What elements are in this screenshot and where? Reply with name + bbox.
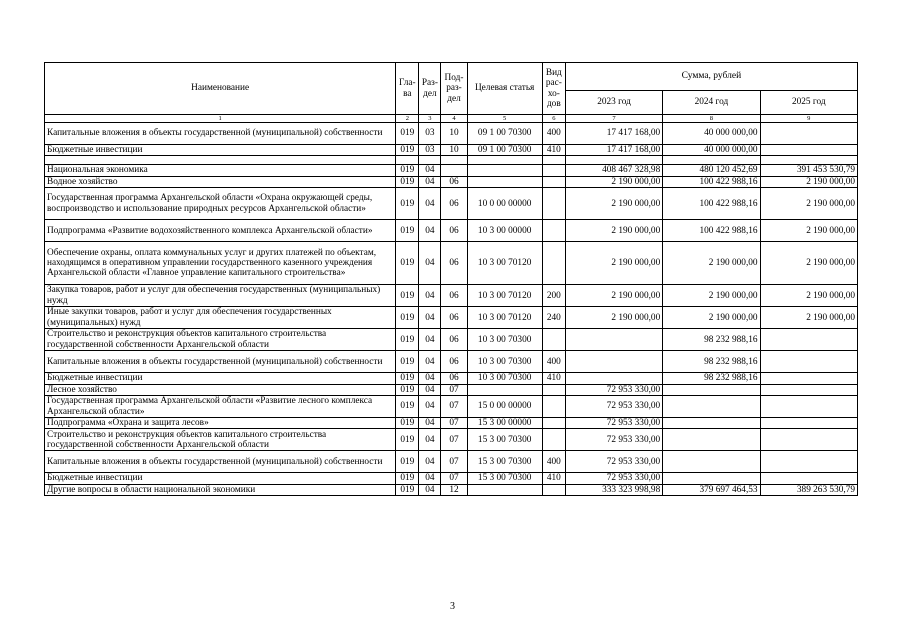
- row-podrazdel: [441, 165, 467, 176]
- row-glava: 019: [396, 123, 419, 145]
- row-target: 10 3 00 70120: [467, 242, 542, 285]
- row-razdel: 04: [419, 396, 441, 418]
- column-number: 6: [542, 115, 565, 123]
- row-name: Капитальные вложения в объекты государственной (муниципальной) собственности: [45, 451, 396, 473]
- table-row: [45, 329, 858, 351]
- row-sum-2025: [760, 396, 857, 418]
- row-razdel: 04: [419, 165, 441, 176]
- row-sum-2023: [565, 351, 662, 373]
- row-sum-2025: 2 190 000,00: [760, 176, 857, 187]
- table-row: [45, 396, 858, 418]
- header-target: Целевая статья: [467, 63, 542, 115]
- row-glava: 019: [396, 307, 419, 329]
- column-number: 3: [419, 115, 441, 123]
- row-target: 09 1 00 70300: [467, 145, 542, 156]
- row-vid: [542, 165, 565, 176]
- row-glava: 019: [396, 396, 419, 418]
- row-sum-2025: [760, 373, 857, 384]
- row-sum-2024: 98 232 988,16: [663, 329, 760, 351]
- row-sum-2023: 2 190 000,00: [565, 285, 662, 307]
- row-name: Строительство и реконструкция объектов капитального строительства государственной собственности Архангельской области: [45, 429, 396, 451]
- row-name: Бюджетные инвестиции: [45, 373, 396, 384]
- row-glava: 019: [396, 329, 419, 351]
- row-razdel: 04: [419, 373, 441, 384]
- row-sum-2023: 17 417 168,00: [565, 123, 662, 145]
- row-razdel: 04: [419, 429, 441, 451]
- row-name: Бюджетные инвестиции: [45, 145, 396, 156]
- table-row: [45, 384, 858, 395]
- header-vid: Вид рас-хо-дов: [542, 63, 565, 115]
- row-target: [467, 384, 542, 395]
- row-sum-2024: 100 422 988,16: [663, 220, 760, 242]
- row-sum-2025: 2 190 000,00: [760, 307, 857, 329]
- row-sum-2025: [760, 384, 857, 395]
- row-vid: [542, 176, 565, 187]
- header-razdel: Раз-дел: [419, 63, 441, 115]
- row-sum-2024: [663, 451, 760, 473]
- header-2024: 2024 год: [663, 91, 760, 115]
- row-sum-2024: [663, 156, 760, 165]
- row-glava: 019: [396, 145, 419, 156]
- row-sum-2025: 2 190 000,00: [760, 285, 857, 307]
- row-target: [467, 165, 542, 176]
- row-sum-2023: 72 953 330,00: [565, 429, 662, 451]
- row-target: 15 3 00 00000: [467, 418, 542, 429]
- row-sum-2023: 333 323 998,98: [565, 484, 662, 495]
- row-target: 15 3 00 70300: [467, 473, 542, 484]
- row-razdel: 04: [419, 329, 441, 351]
- row-name: Строительство и реконструкция объектов капитального строительства государственной собственности Архангельской области: [45, 329, 396, 351]
- row-podrazdel: 12: [441, 484, 467, 495]
- row-name: Обеспечение охраны, оплата коммунальных услуг и других платежей по объектам, находящимся в оперативном управлении государственного казенного учреждения Архангельской области «Главное управление капитального строительства»: [45, 242, 396, 285]
- row-name: Закупка товаров, работ и услуг для обеспечения государственных (муниципальных) нужд: [45, 285, 396, 307]
- row-podrazdel: 07: [441, 384, 467, 395]
- row-sum-2023: [565, 329, 662, 351]
- row-sum-2025: 2 190 000,00: [760, 242, 857, 285]
- row-vid: 400: [542, 123, 565, 145]
- header-name: Наименование: [45, 63, 396, 115]
- row-glava: 019: [396, 429, 419, 451]
- row-sum-2024: 40 000 000,00: [663, 123, 760, 145]
- table-row: [45, 285, 858, 307]
- row-target: 10 3 00 70120: [467, 285, 542, 307]
- budget-table: [44, 62, 858, 496]
- row-name: Иные закупки товаров, работ и услуг для обеспечения государственных (муниципальных) нужд: [45, 307, 396, 329]
- row-sum-2024: 2 190 000,00: [663, 307, 760, 329]
- row-sum-2024: 98 232 988,16: [663, 351, 760, 373]
- row-sum-2025: 2 190 000,00: [760, 220, 857, 242]
- row-sum-2024: 480 120 452,69: [663, 165, 760, 176]
- column-number: 5: [467, 115, 542, 123]
- row-sum-2024: 379 697 464,53: [663, 484, 760, 495]
- row-podrazdel: 06: [441, 373, 467, 384]
- row-vid: 240: [542, 307, 565, 329]
- table-row: [45, 123, 858, 145]
- row-target: 10 3 00 70300: [467, 329, 542, 351]
- row-target: [467, 484, 542, 495]
- row-sum-2025: 391 453 530,79: [760, 165, 857, 176]
- row-sum-2023: 72 953 330,00: [565, 418, 662, 429]
- column-number: 4: [441, 115, 467, 123]
- row-name: Государственная программа Архангельской области «Охрана окружающей среды, воспроизводство и использование природных ресурсов Архангельской области»: [45, 188, 396, 220]
- row-sum-2024: 100 422 988,16: [663, 188, 760, 220]
- row-podrazdel: 06: [441, 176, 467, 187]
- row-vid: [542, 384, 565, 395]
- row-razdel: 04: [419, 242, 441, 285]
- row-sum-2024: 2 190 000,00: [663, 285, 760, 307]
- row-podrazdel: [441, 156, 467, 165]
- row-podrazdel: 10: [441, 145, 467, 156]
- column-number: 2: [396, 115, 419, 123]
- table-row: [45, 418, 858, 429]
- row-sum-2024: 40 000 000,00: [663, 145, 760, 156]
- row-name: Подпрограмма «Охрана и защита лесов»: [45, 418, 396, 429]
- table-row: [45, 156, 858, 165]
- header-glava: Гла-ва: [396, 63, 419, 115]
- row-glava: 019: [396, 473, 419, 484]
- row-target: 10 3 00 70300: [467, 373, 542, 384]
- table-row: [45, 373, 858, 384]
- row-podrazdel: 07: [441, 451, 467, 473]
- header-sum: Сумма, рублей: [565, 63, 857, 91]
- row-sum-2025: 389 263 530,79: [760, 484, 857, 495]
- row-target: [467, 156, 542, 165]
- row-sum-2023: 2 190 000,00: [565, 242, 662, 285]
- column-number: 8: [663, 115, 760, 123]
- row-target: 15 0 00 00000: [467, 396, 542, 418]
- row-razdel: 04: [419, 418, 441, 429]
- row-podrazdel: 06: [441, 351, 467, 373]
- row-razdel: 04: [419, 188, 441, 220]
- row-podrazdel: 10: [441, 123, 467, 145]
- row-sum-2023: 72 953 330,00: [565, 451, 662, 473]
- row-vid: [542, 396, 565, 418]
- row-sum-2025: [760, 123, 857, 145]
- column-number: 9: [760, 115, 857, 123]
- row-target: 10 3 00 00000: [467, 220, 542, 242]
- row-name: Водное хозяйство: [45, 176, 396, 187]
- row-sum-2024: [663, 396, 760, 418]
- table-row: [45, 351, 858, 373]
- table-row: [45, 451, 858, 473]
- column-number: 7: [565, 115, 662, 123]
- row-sum-2023: 2 190 000,00: [565, 220, 662, 242]
- row-sum-2023: 72 953 330,00: [565, 396, 662, 418]
- row-podrazdel: 06: [441, 242, 467, 285]
- row-sum-2024: 2 190 000,00: [663, 242, 760, 285]
- row-sum-2025: 2 190 000,00: [760, 188, 857, 220]
- row-razdel: 04: [419, 384, 441, 395]
- row-sum-2025: [760, 156, 857, 165]
- row-glava: 019: [396, 384, 419, 395]
- row-razdel: 04: [419, 473, 441, 484]
- table-row: [45, 473, 858, 484]
- row-sum-2023: [565, 373, 662, 384]
- row-sum-2024: [663, 473, 760, 484]
- row-razdel: 04: [419, 351, 441, 373]
- row-vid: [542, 329, 565, 351]
- row-name: Государственная программа Архангельской области «Развитие лесного комплекса Архангельской области»: [45, 396, 396, 418]
- row-sum-2025: [760, 473, 857, 484]
- row-target: 10 3 00 70120: [467, 307, 542, 329]
- table-row: [45, 429, 858, 451]
- row-podrazdel: 07: [441, 473, 467, 484]
- row-name: Лесное хозяйство: [45, 384, 396, 395]
- row-sum-2023: 17 417 168,00: [565, 145, 662, 156]
- row-glava: 019: [396, 285, 419, 307]
- row-sum-2025: [760, 145, 857, 156]
- table-row: [45, 165, 858, 176]
- row-sum-2025: [760, 451, 857, 473]
- row-vid: 410: [542, 373, 565, 384]
- row-sum-2024: 100 422 988,16: [663, 176, 760, 187]
- row-vid: [542, 188, 565, 220]
- table-row: [45, 188, 858, 220]
- row-target: 10 0 00 00000: [467, 188, 542, 220]
- table-row: [45, 145, 858, 156]
- table-body: [45, 115, 858, 496]
- row-podrazdel: 07: [441, 429, 467, 451]
- row-target: 15 3 00 70300: [467, 451, 542, 473]
- row-vid: [542, 242, 565, 285]
- row-sum-2023: 72 953 330,00: [565, 384, 662, 395]
- row-sum-2023: 2 190 000,00: [565, 307, 662, 329]
- row-sum-2023: [565, 156, 662, 165]
- row-name: Национальная экономика: [45, 165, 396, 176]
- row-name: Подпрограмма «Развитие водохозяйственного комплекса Архангельской области»: [45, 220, 396, 242]
- row-podrazdel: 06: [441, 329, 467, 351]
- row-podrazdel: 07: [441, 418, 467, 429]
- row-sum-2024: [663, 418, 760, 429]
- row-glava: 019: [396, 165, 419, 176]
- row-podrazdel: 06: [441, 220, 467, 242]
- table-row: [45, 176, 858, 187]
- table-row: [45, 242, 858, 285]
- row-glava: 019: [396, 451, 419, 473]
- header-podrazdel: Под-раз-дел: [441, 63, 467, 115]
- row-sum-2023: 2 190 000,00: [565, 188, 662, 220]
- row-sum-2024: [663, 429, 760, 451]
- header-2023: 2023 год: [565, 91, 662, 115]
- row-razdel: 04: [419, 220, 441, 242]
- row-sum-2024: [663, 384, 760, 395]
- row-glava: 019: [396, 373, 419, 384]
- row-vid: 400: [542, 451, 565, 473]
- row-target: 10 3 00 70300: [467, 351, 542, 373]
- row-glava: 019: [396, 176, 419, 187]
- row-podrazdel: 06: [441, 188, 467, 220]
- row-sum-2025: [760, 329, 857, 351]
- row-podrazdel: 06: [441, 307, 467, 329]
- row-sum-2023: 72 953 330,00: [565, 473, 662, 484]
- row-name: Другие вопросы в области национальной экономики: [45, 484, 396, 495]
- row-glava: 019: [396, 351, 419, 373]
- row-glava: 019: [396, 418, 419, 429]
- row-vid: 400: [542, 351, 565, 373]
- row-razdel: 04: [419, 176, 441, 187]
- row-sum-2025: [760, 351, 857, 373]
- row-vid: [542, 418, 565, 429]
- row-sum-2025: [760, 429, 857, 451]
- row-razdel: 04: [419, 285, 441, 307]
- row-razdel: 04: [419, 484, 441, 495]
- row-name: Капитальные вложения в объекты государственной (муниципальной) собственности: [45, 351, 396, 373]
- row-sum-2025: [760, 418, 857, 429]
- row-razdel: 04: [419, 451, 441, 473]
- column-number: 1: [45, 115, 396, 123]
- row-vid: 410: [542, 145, 565, 156]
- column-numbers-row: [45, 115, 858, 123]
- row-target: [467, 176, 542, 187]
- row-sum-2024: 98 232 988,16: [663, 373, 760, 384]
- table-row: [45, 484, 858, 495]
- row-sum-2023: 408 467 328,98: [565, 165, 662, 176]
- row-glava: [396, 156, 419, 165]
- table-row: [45, 307, 858, 329]
- row-razdel: 04: [419, 307, 441, 329]
- row-sum-2023: 2 190 000,00: [565, 176, 662, 187]
- row-vid: [542, 156, 565, 165]
- row-glava: 019: [396, 220, 419, 242]
- row-razdel: 03: [419, 123, 441, 145]
- row-name: Капитальные вложения в объекты государственной (муниципальной) собственности: [45, 123, 396, 145]
- row-vid: [542, 429, 565, 451]
- row-name: Бюджетные инвестиции: [45, 473, 396, 484]
- header-2025: 2025 год: [760, 91, 857, 115]
- row-razdel: 03: [419, 145, 441, 156]
- row-vid: 200: [542, 285, 565, 307]
- row-glava: 019: [396, 188, 419, 220]
- row-vid: [542, 484, 565, 495]
- row-podrazdel: 07: [441, 396, 467, 418]
- row-glava: 019: [396, 242, 419, 285]
- table-row: [45, 220, 858, 242]
- row-target: 09 1 00 70300: [467, 123, 542, 145]
- row-vid: [542, 220, 565, 242]
- row-razdel: [419, 156, 441, 165]
- row-target: 15 3 00 70300: [467, 429, 542, 451]
- row-name: [45, 156, 396, 165]
- page-number: 3: [450, 601, 455, 612]
- row-glava: 019: [396, 484, 419, 495]
- row-podrazdel: 06: [441, 285, 467, 307]
- row-vid: 410: [542, 473, 565, 484]
